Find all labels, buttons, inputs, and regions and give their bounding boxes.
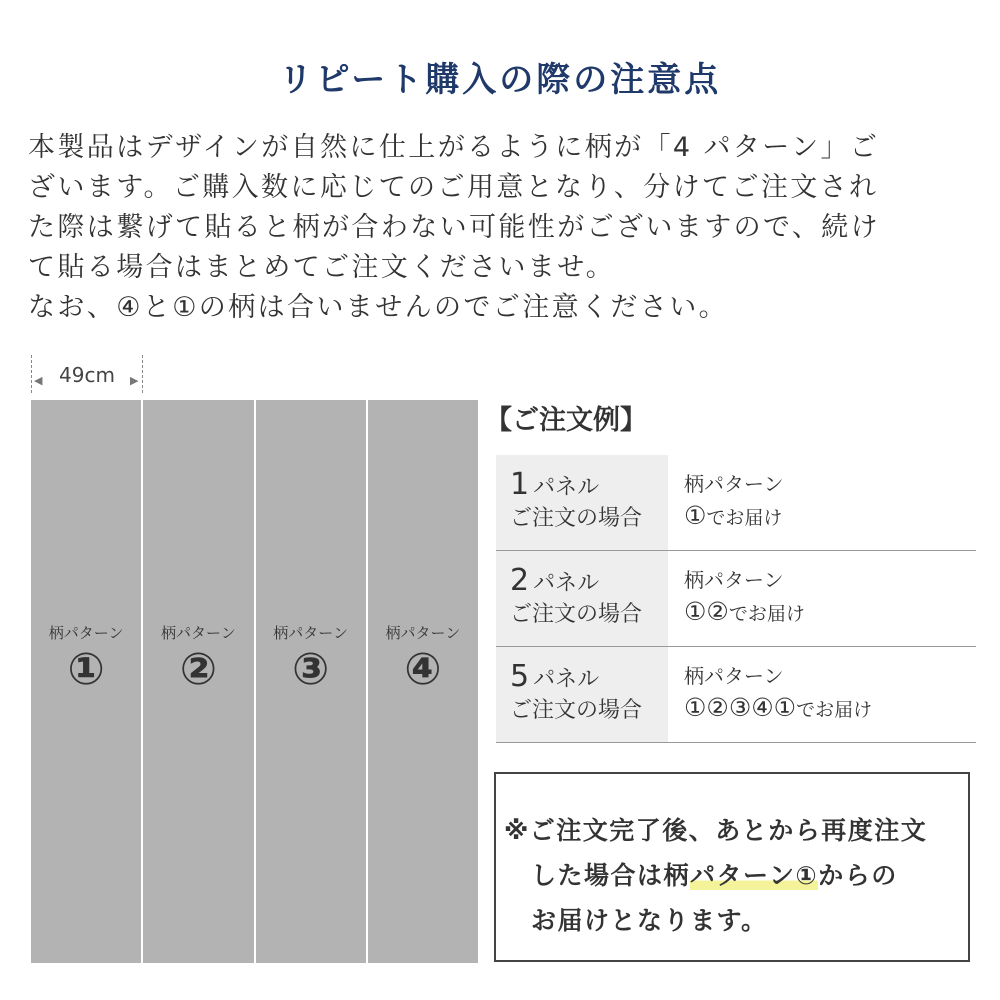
order-case-label: ご注文の場合 (510, 698, 643, 723)
note-line: ※ご注文完了後、あとから再度注文 (504, 816, 928, 845)
panel-number: ② (179, 644, 217, 695)
count-number: 1 (510, 467, 530, 502)
count-number: 5 (510, 659, 530, 694)
reorder-note-box (494, 772, 970, 962)
order-example-table (496, 455, 976, 743)
count-unit: パネル (533, 667, 600, 692)
delivery-suffix: でお届け (796, 698, 873, 721)
table-row (496, 551, 976, 647)
intro-line: た際は繋げて貼ると柄が合わない可能性がございますので、続け (28, 212, 881, 243)
arrow-left-icon: ◀ (34, 374, 43, 387)
panel-diagram (31, 400, 478, 963)
panel-label: 柄パターン (385, 624, 461, 642)
table-row (496, 455, 976, 551)
pattern-sequence: ①② (684, 596, 729, 626)
panel-number: ④ (404, 644, 442, 695)
note-line: お届けとなります。 (531, 906, 768, 935)
note-line (504, 853, 968, 898)
delivery-suffix: でお届け (728, 602, 805, 625)
pattern-sequence: ① (684, 500, 707, 530)
pattern-label: 柄パターン (684, 567, 784, 592)
pattern-label: 柄パターン (684, 663, 784, 688)
count-unit: パネル (533, 475, 600, 500)
panel-3 (256, 400, 368, 963)
note-text: からの (818, 861, 898, 890)
delivery-suffix: でお届け (706, 506, 783, 529)
panel-label: 柄パターン (273, 624, 348, 642)
order-quantity-cell (496, 455, 668, 550)
intro-text (28, 128, 978, 328)
order-quantity-cell (496, 647, 668, 742)
order-example-heading: 【ご注文例】 (485, 405, 647, 436)
intro-line: 本製品はデザインが自然に仕上がるように柄が「4 パターン」ご (28, 132, 880, 163)
delivery-cell (668, 551, 976, 646)
order-quantity-cell (496, 551, 668, 646)
pattern-label: 柄パターン (684, 471, 784, 496)
panel-count (510, 659, 668, 695)
count-unit: パネル (533, 571, 600, 596)
delivery-text (684, 594, 976, 632)
order-case-label: ご注文の場合 (510, 506, 643, 531)
count-number: 2 (510, 563, 530, 598)
pattern-sequence: ①②③④① (684, 692, 797, 722)
order-case-label: ご注文の場合 (510, 602, 643, 627)
page-title: リピート購入の際の注意点 (278, 60, 722, 100)
panel-number: ③ (291, 644, 330, 695)
note-highlight: パターン① (690, 861, 819, 890)
delivery-cell (668, 647, 976, 742)
panel-number: ① (67, 644, 105, 695)
panel-4 (368, 400, 478, 963)
panel-1 (31, 400, 143, 963)
arrow-right-icon: ▶ (130, 374, 139, 387)
delivery-text (684, 498, 976, 536)
intro-line: なお、④と①の柄は合いませんのでご注意ください。 (28, 292, 729, 323)
delivery-cell (668, 455, 976, 550)
note-text: した場合は柄 (531, 861, 691, 890)
width-dimension (31, 355, 143, 393)
panel-label: 柄パターン (48, 624, 124, 642)
intro-line: て貼る場合はまとめてご注文くださいませ。 (28, 252, 616, 283)
panel-count (510, 563, 668, 599)
intro-line: ざいます。ご購入数に応じてのご用意となり、分けてご注文され (28, 172, 879, 203)
table-row (496, 647, 976, 743)
delivery-text (684, 690, 976, 728)
panel-count (510, 467, 668, 503)
dimension-label: 49cm (59, 363, 115, 387)
panel-2 (143, 400, 255, 963)
panel-label: 柄パターン (161, 624, 236, 642)
